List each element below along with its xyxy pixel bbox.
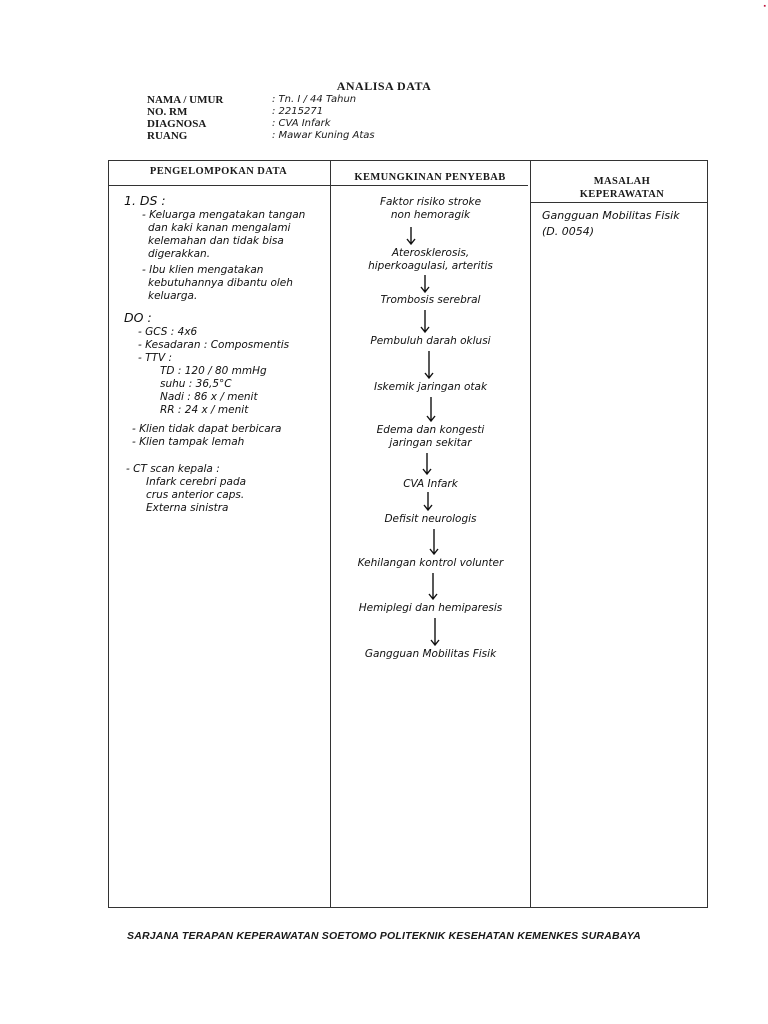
info-value: : Tn. I / 44 Tahun xyxy=(272,94,357,105)
down-arrow-icon xyxy=(420,274,430,294)
down-arrow-icon xyxy=(426,396,436,423)
page-title: ANALISA DATA xyxy=(336,79,432,93)
cause-step: Aterosklerosis, hiperkoagulasi, arteritis xyxy=(368,247,493,272)
info-row-diagnosa xyxy=(147,118,467,130)
do-line: crus anterior caps. xyxy=(146,489,245,501)
ds-line: - Keluarga mengatakan tangan xyxy=(142,209,306,221)
cause-step: Pembuluh darah oklusi xyxy=(370,335,491,347)
info-value: : CVA Infark xyxy=(272,118,331,129)
cause-step: Faktor risiko stroke non hemoragik xyxy=(379,196,482,221)
ds-line: dan kaki kanan mengalami xyxy=(148,222,291,234)
down-arrow-icon xyxy=(423,491,433,512)
do-line: - TTV : xyxy=(138,352,173,364)
ds-line: digerakkan. xyxy=(148,248,211,260)
cause-step: Iskemik jaringan otak xyxy=(373,381,488,393)
do-heading: DO : xyxy=(124,310,152,325)
info-row-rm xyxy=(147,106,467,118)
patient-info xyxy=(147,94,467,142)
down-arrow-icon xyxy=(428,572,438,601)
ds-line: - Ibu klien mengatakan xyxy=(142,264,264,276)
cause-step: Trombosis serebral xyxy=(380,294,481,306)
header-data-group: PENGELOMPOKAN DATA xyxy=(149,166,288,177)
do-line: suhu : 36,5°C xyxy=(160,378,232,390)
ds-line: kelemahan dan tidak bisa xyxy=(148,235,284,247)
info-label: DIAGNOSA xyxy=(147,118,207,130)
do-line: Externa sinistra xyxy=(146,502,229,514)
do-line: - Kesadaran : Composmentis xyxy=(138,339,290,351)
do-line: - Klien tidak dapat berbicara xyxy=(132,423,282,435)
down-arrow-icon xyxy=(406,226,416,246)
info-label: NAMA / UMUR xyxy=(147,94,224,106)
down-arrow-icon xyxy=(420,309,430,334)
do-line: TD : 120 / 80 mmHg xyxy=(160,365,267,377)
header-divider xyxy=(109,185,528,186)
cause-step: Defisit neurologis xyxy=(384,513,477,525)
column-divider xyxy=(530,161,531,907)
info-row-name xyxy=(147,94,467,106)
cause-step: Gangguan Mobilitas Fisik xyxy=(364,648,497,660)
do-line: Infark cerebri pada xyxy=(146,476,247,488)
corner-mark: ▪ xyxy=(763,2,766,10)
do-line: RR : 24 x / menit xyxy=(160,404,249,416)
down-arrow-icon xyxy=(424,350,434,380)
down-arrow-icon xyxy=(430,617,440,647)
data-group-column xyxy=(124,194,334,515)
do-line: - Klien tampak lemah xyxy=(132,436,245,448)
header-causes: KEMUNGKINAN PENYEBAB xyxy=(354,172,506,183)
info-label: NO. RM xyxy=(147,106,188,118)
cause-step: Kehilangan kontrol volunter xyxy=(357,557,504,569)
problem-text: Gangguan Mobilitas Fisik (D. 0054) xyxy=(542,209,680,238)
cause-step: Hemiplegi dan hemiparesis xyxy=(358,602,503,614)
cause-step: Edema dan kongesti jaringan sekitar xyxy=(376,424,485,449)
info-value: : 2215271 xyxy=(272,106,324,117)
ds-line: kebutuhannya dibantu oleh xyxy=(148,277,293,289)
info-row-ruang xyxy=(147,130,467,142)
cause-step: CVA Infark xyxy=(403,478,458,490)
ds-line: keluarga. xyxy=(148,290,198,302)
header-problem: MASALAH KEPERAWATAN xyxy=(579,176,665,200)
ds-heading: 1. DS : xyxy=(124,193,166,208)
info-label: RUANG xyxy=(147,130,188,142)
do-line: - CT scan kepala : xyxy=(126,463,220,475)
down-arrow-icon xyxy=(429,528,439,556)
down-arrow-icon xyxy=(422,452,432,476)
footer-institution: SARJANA TERAPAN KEPERAWATAN SOETOMO POLITEKNIK KESEHATAN KEMENKES SURABAYA xyxy=(127,930,641,942)
header-divider xyxy=(530,202,707,203)
do-line: - GCS : 4x6 xyxy=(138,326,198,338)
do-line: Nadi : 86 x / menit xyxy=(160,391,258,403)
info-value: : Mawar Kuning Atas xyxy=(272,130,375,141)
